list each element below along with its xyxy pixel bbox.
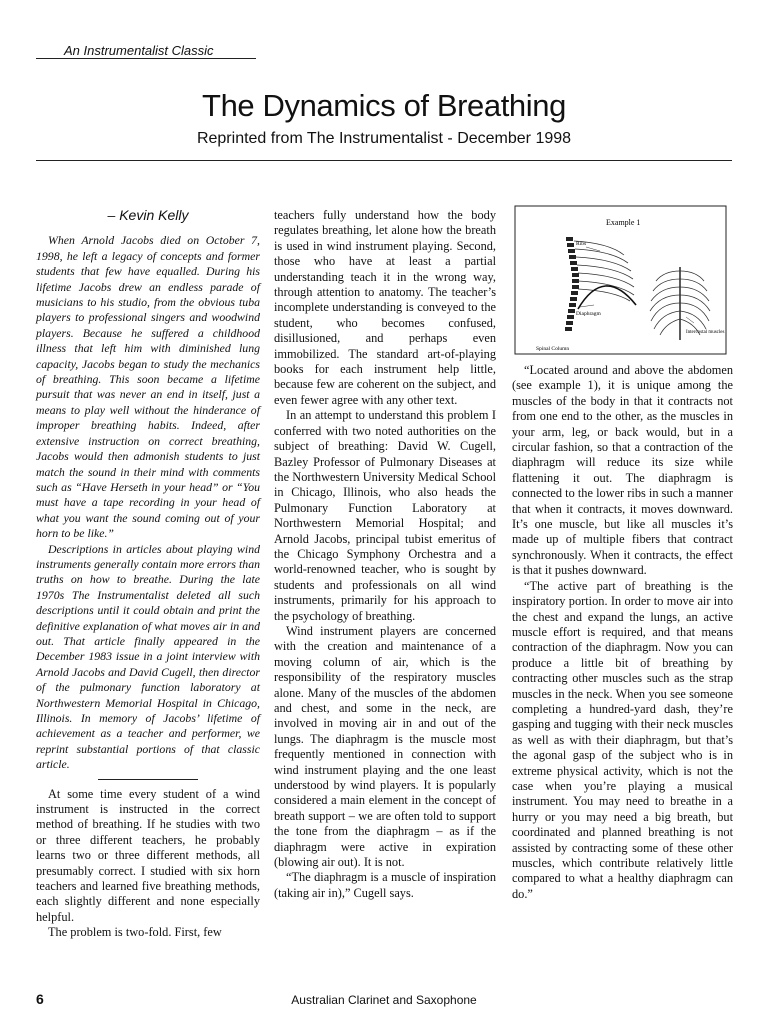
column-3: [512, 363, 733, 902]
label-ribs: Ribs: [576, 241, 587, 247]
body-paragraph: “The diaphragm is a muscle of inspiration (taking air in),” Cugell says.: [274, 870, 496, 900]
lead-paragraph: Descriptions in articles about playing wind instruments generally contain more errors than truths on how to breathe. During the late 1970s The Instrumentalist deleted all such descriptions until it could obtain and print the definitive explanation of what moves air in and out. That article finally appeared in the December 1983 issue in a joint interview with Arnold Jacobs and David Cugell, then director of the pulmonary function laboratory at Northwestern Memorial Hospital in Chicago, Illinois. In memory of Jacobs’ lifetime of achievement as a teacher and performer, we reprint substantial portions of that classic article.: [36, 541, 260, 772]
byline: – Kevin Kelly: [107, 207, 189, 223]
body-paragraph: “The active part of breathing is the inspiratory portion. In order to move air into the chest and expand the lungs, an active muscle effort is required, and that means contraction of the diaphragm. Now you can produce a little bit of breathing by contracting other muscles such as the strap muscles in the neck. When you see someone completing a hundred-yard dash, they’re gasping and tugging with their neck muscles as well as with their diaphragm, but that’s the agonal gasp of the subject who is in extreme physical activity, which is not the case when you’re playing a musical instrument. You may need to breathe in a hurry or you may need a big breath, but coordinated and planned breathing is not assisted by contracting some of these other muscles, which contribute relatively little compared to what a healthy diaphragm can do.”: [512, 578, 733, 901]
column-2: [274, 208, 496, 901]
body-paragraph: “Located around and above the abdomen (see example 1), it is unique among the muscles of the body in that it contracts not from one end to the other, as the muscles in your arm, leg, or back would, but in a circular fashion, so that a contraction of the diaphragm will reduce its size while flattening it out. The diaphragm is connected to the lower ribs in such a manner that when it contracts, it moves downward. It’s one muscle, but like all muscles it’s made up of multiple fibers that contract synchronously. When it contracts, the effect is that it pushes downward.: [512, 363, 733, 578]
figure-caption: Example 1: [606, 218, 641, 227]
page-number: 6: [36, 991, 44, 1007]
ribcage-diagram: [514, 205, 727, 355]
label-spinal-column: Spinal Column: [536, 346, 570, 352]
body-paragraph: teachers fully understand how the body regulates breathing, let alone how the breath is used in wind instrument playing. Second, those who have at least a partial understanding teach it in the wrong way, through attention to anatomy. The teacher’s incomplete understanding is conveyed to the student, who becomes confused, disillusioned, and perhaps even immobilized. The standard art-of-playing books for each instrument help little, because few are coherent on the subject, and even fewer agree with any other text.: [274, 208, 496, 407]
label-intercostal: Intercostal muscles: [686, 330, 725, 335]
label-diaphragm: Diaphragm: [576, 311, 601, 317]
section-kicker: An Instrumentalist Classic: [64, 43, 214, 58]
body-paragraph: The problem is two-fold. First, few: [48, 925, 222, 940]
body-paragraph: In an attempt to understand this problem I conferred with two noted authorities on the subject of breathing: David W. Cugell, Bazley Professor of Pulmonary Diseases at the Northwestern University Medical School in Chicago, Illinois, who also heads the Pulmonary Function Laboratory at Northwestern Memorial Hospital; and Arnold Jacobs, principal tubist emeritus of the Chicago Symphony Orchestra and a world-renowned teacher, who is sought by students and professionals on all wind instruments, primarily for his approach to the psychology of breathing.: [274, 408, 496, 623]
column-1: [36, 208, 260, 941]
article-title: The Dynamics of Breathing: [202, 88, 566, 123]
body-paragraph: At some time every student of a wind instrument is instructed in the correct method of breathing. If he studies with two or three different teachers, he probably learns two or three different methods, all presumably correct. I studied with six horn teachers and learned five breathing methods, each slightly different and none especially helpful.: [36, 786, 260, 924]
lead-intro: [36, 233, 260, 772]
article-subtitle: Reprinted from The Instrumentalist - December 1998: [196, 130, 572, 147]
publication-name: Australian Clarinet and Saxophone: [291, 993, 477, 1007]
header-rule: [36, 160, 732, 161]
intro-separator: [98, 779, 198, 780]
body-paragraph: Wind instrument players are concerned with the creation and maintenance of a moving column of air, which is the responsibility of the respiratory muscles alone. Many of the muscles of the abdomen and chest, and some in the neck, are involved in moving air in and out of the lungs. The diaphragm is the muscle most frequently mentioned in connection with wind instrument playing and the one least understood by wind players. It is popularly considered a main element in the concept of breath support – we are often told to support the tone from the diaphragm – as if the diaphragm were active in expiration (blowing air out). It is not.: [274, 623, 496, 870]
kicker-rule: [36, 58, 256, 59]
anatomy-figure: [514, 205, 727, 355]
lead-paragraph: When Arnold Jacobs died on October 7, 1998, he left a legacy of concepts and former students that few have equalled. During his lifetime Jacobs drew an endless parade of musicians to his studio, from the obvious tuba players to professional singers and woodwind players. Because he suffered a childhood illness that left him with diminished lung capacity, Jacobs began to study the mechanics of breathing. This soon became a lifetime pursuit that was never an end in itself, just a means to play well without the hinderance of improper breathing habits. Indeed, after extensive instruction on correct breathing, Jacobs would then admonish students to just match the sound in their mind with comments such as “Have Herseth in your head” or “You must have a tape recording in your head of what you want the sound coming out of your horn to be like.”: [36, 233, 260, 541]
